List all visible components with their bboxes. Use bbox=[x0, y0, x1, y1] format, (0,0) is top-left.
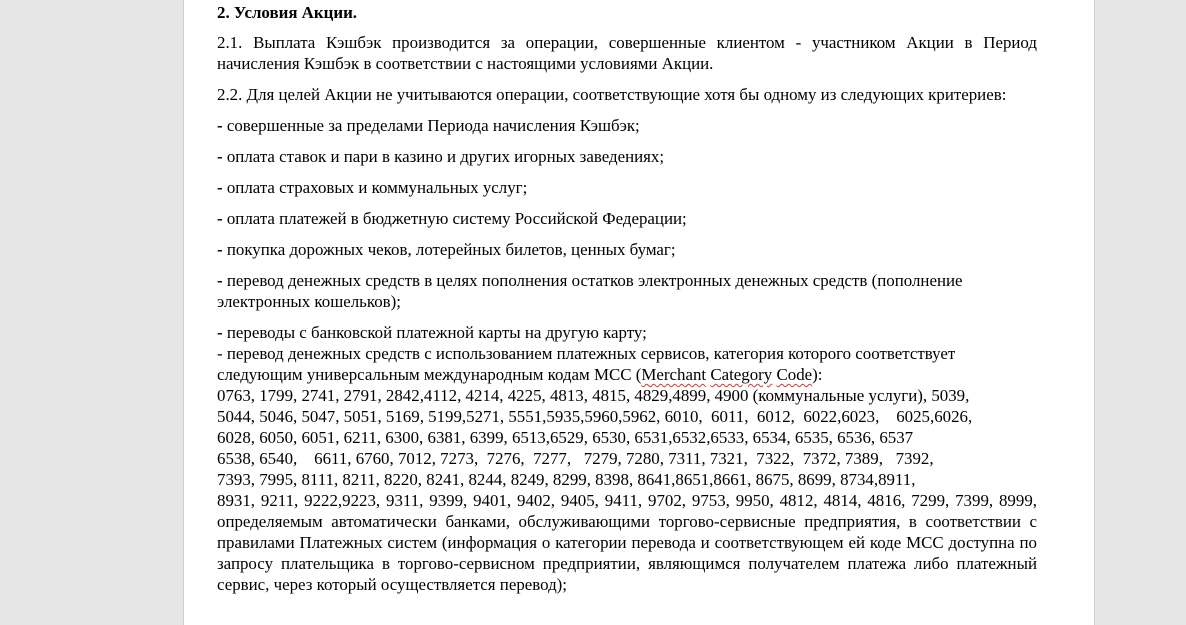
bullet-item-3 bbox=[217, 177, 1037, 198]
spellcheck-word-code: Code bbox=[776, 365, 813, 384]
bullet-dash: - bbox=[217, 178, 223, 197]
document-page bbox=[183, 0, 1095, 625]
bullet-dash: - bbox=[217, 271, 223, 290]
bullet-text: совершенные за пределами Периода начисления Кэшбэк; bbox=[222, 116, 640, 135]
mcc-tail-paragraph: 8931, 9211, 9222,9223, 9311, 9399, 9401, 9402, 9405, 9411, 9702, 9753, 9950, 4812, 4814, 4816, 7299, 7399, 8999, определяемым автоматически банками, обслуживающими торгово-сервисные предприятия, в соответствии с правилами Платежных систем (информация о категории перевода и соответствующем ей коде МСС доступна по запросу плательщика в торгово-сервисном предприятии, являющимся получателем платежа либо платежный сервис, через который осуществляется перевод); bbox=[217, 491, 1037, 594]
mcc-block bbox=[217, 343, 1037, 595]
bullet-item-4 bbox=[217, 208, 1037, 229]
bullet-text: оплата ставок и пари в казино и других игорных заведениях; bbox=[222, 147, 665, 166]
bullet-text: оплата платежей в бюджетную систему Российской Федерации; bbox=[222, 209, 687, 228]
mcc-code-line: 6028, 6050, 6051, 6211, 6300, 6381, 6399, 6513,6529, 6530, 6531,6532,6533, 6534, 6535, 6536, 6537 bbox=[217, 428, 914, 447]
mcc-intro-line-1: - перевод денежных средств с использованием платежных сервисов, категория которого соответствует bbox=[217, 344, 956, 363]
bullet-dash: - bbox=[217, 147, 223, 166]
bullet-text: покупка дорожных чеков, лотерейных билетов, ценных бумаг; bbox=[222, 240, 676, 259]
mcc-code-line: 6538, 6540, 6611, 6760, 7012, 7273, 7276, 7277, 7279, 7280, 7311, 7321, 7322, 7372, 7389, 7392, bbox=[217, 449, 934, 468]
bullet-dash: - bbox=[217, 240, 223, 259]
mcc-intro-suffix: ): bbox=[812, 365, 823, 384]
bullet-text: оплата страховых и коммунальных услуг; bbox=[222, 178, 528, 197]
bullet-item-6 bbox=[217, 270, 1037, 312]
clause-2-1: 2.1. Выплата Кэшбэк производится за операции, совершенные клиентом - участником Акции в Период начисления Кэшбэк в соответствии с настоящими условиями Акции. bbox=[217, 33, 1037, 73]
mcc-code-line: 7393, 7995, 8111, 8211, 8220, 8241, 8244, 8249, 8299, 8398, 8641,8651,8661, 8675, 8699, 8734,8911, bbox=[217, 470, 916, 489]
bullet-text: перевод денежных средств в целях пополнения остатков электронных денежных средств (пополнение электронных кошельков); bbox=[217, 271, 963, 311]
mcc-code-line: 5044, 5046, 5047, 5051, 5169, 5199,5271, 5551,5935,5960,5962, 6010, 6011, 6012, 6022,6023, 6025,6026, bbox=[217, 407, 973, 426]
bullet-dash: - bbox=[217, 209, 223, 228]
spellcheck-word-category: Category bbox=[710, 365, 773, 384]
mcc-intro-line-2 bbox=[217, 364, 1037, 385]
bullet-item-5 bbox=[217, 239, 1037, 260]
mcc-code-line: 0763, 1799, 2741, 2791, 2842,4112, 4214, 4225, 4813, 4815, 4829,4899, 4900 (коммунальные услуги), 5039, bbox=[217, 386, 970, 405]
bullet-item-2 bbox=[217, 146, 1037, 167]
bullet-dash: - bbox=[217, 116, 223, 135]
mcc-intro-prefix: следующим универсальным международным кодам МСС ( bbox=[217, 365, 642, 384]
bullet-dash: - bbox=[217, 323, 223, 342]
bullet-text: переводы с банковской платежной карты на другую карту; bbox=[222, 323, 647, 342]
bullet-item-7 bbox=[217, 322, 1037, 343]
spellcheck-word-merchant: Merchant bbox=[641, 365, 707, 384]
bullet-item-1 bbox=[217, 115, 1037, 136]
document-body bbox=[217, 2, 1037, 595]
clause-2-2: 2.2. Для целей Акции не учитываются операции, соответствующие хотя бы одному из следующих критериев: bbox=[217, 85, 1007, 104]
section-heading: 2. Условия Акции. bbox=[217, 3, 358, 22]
